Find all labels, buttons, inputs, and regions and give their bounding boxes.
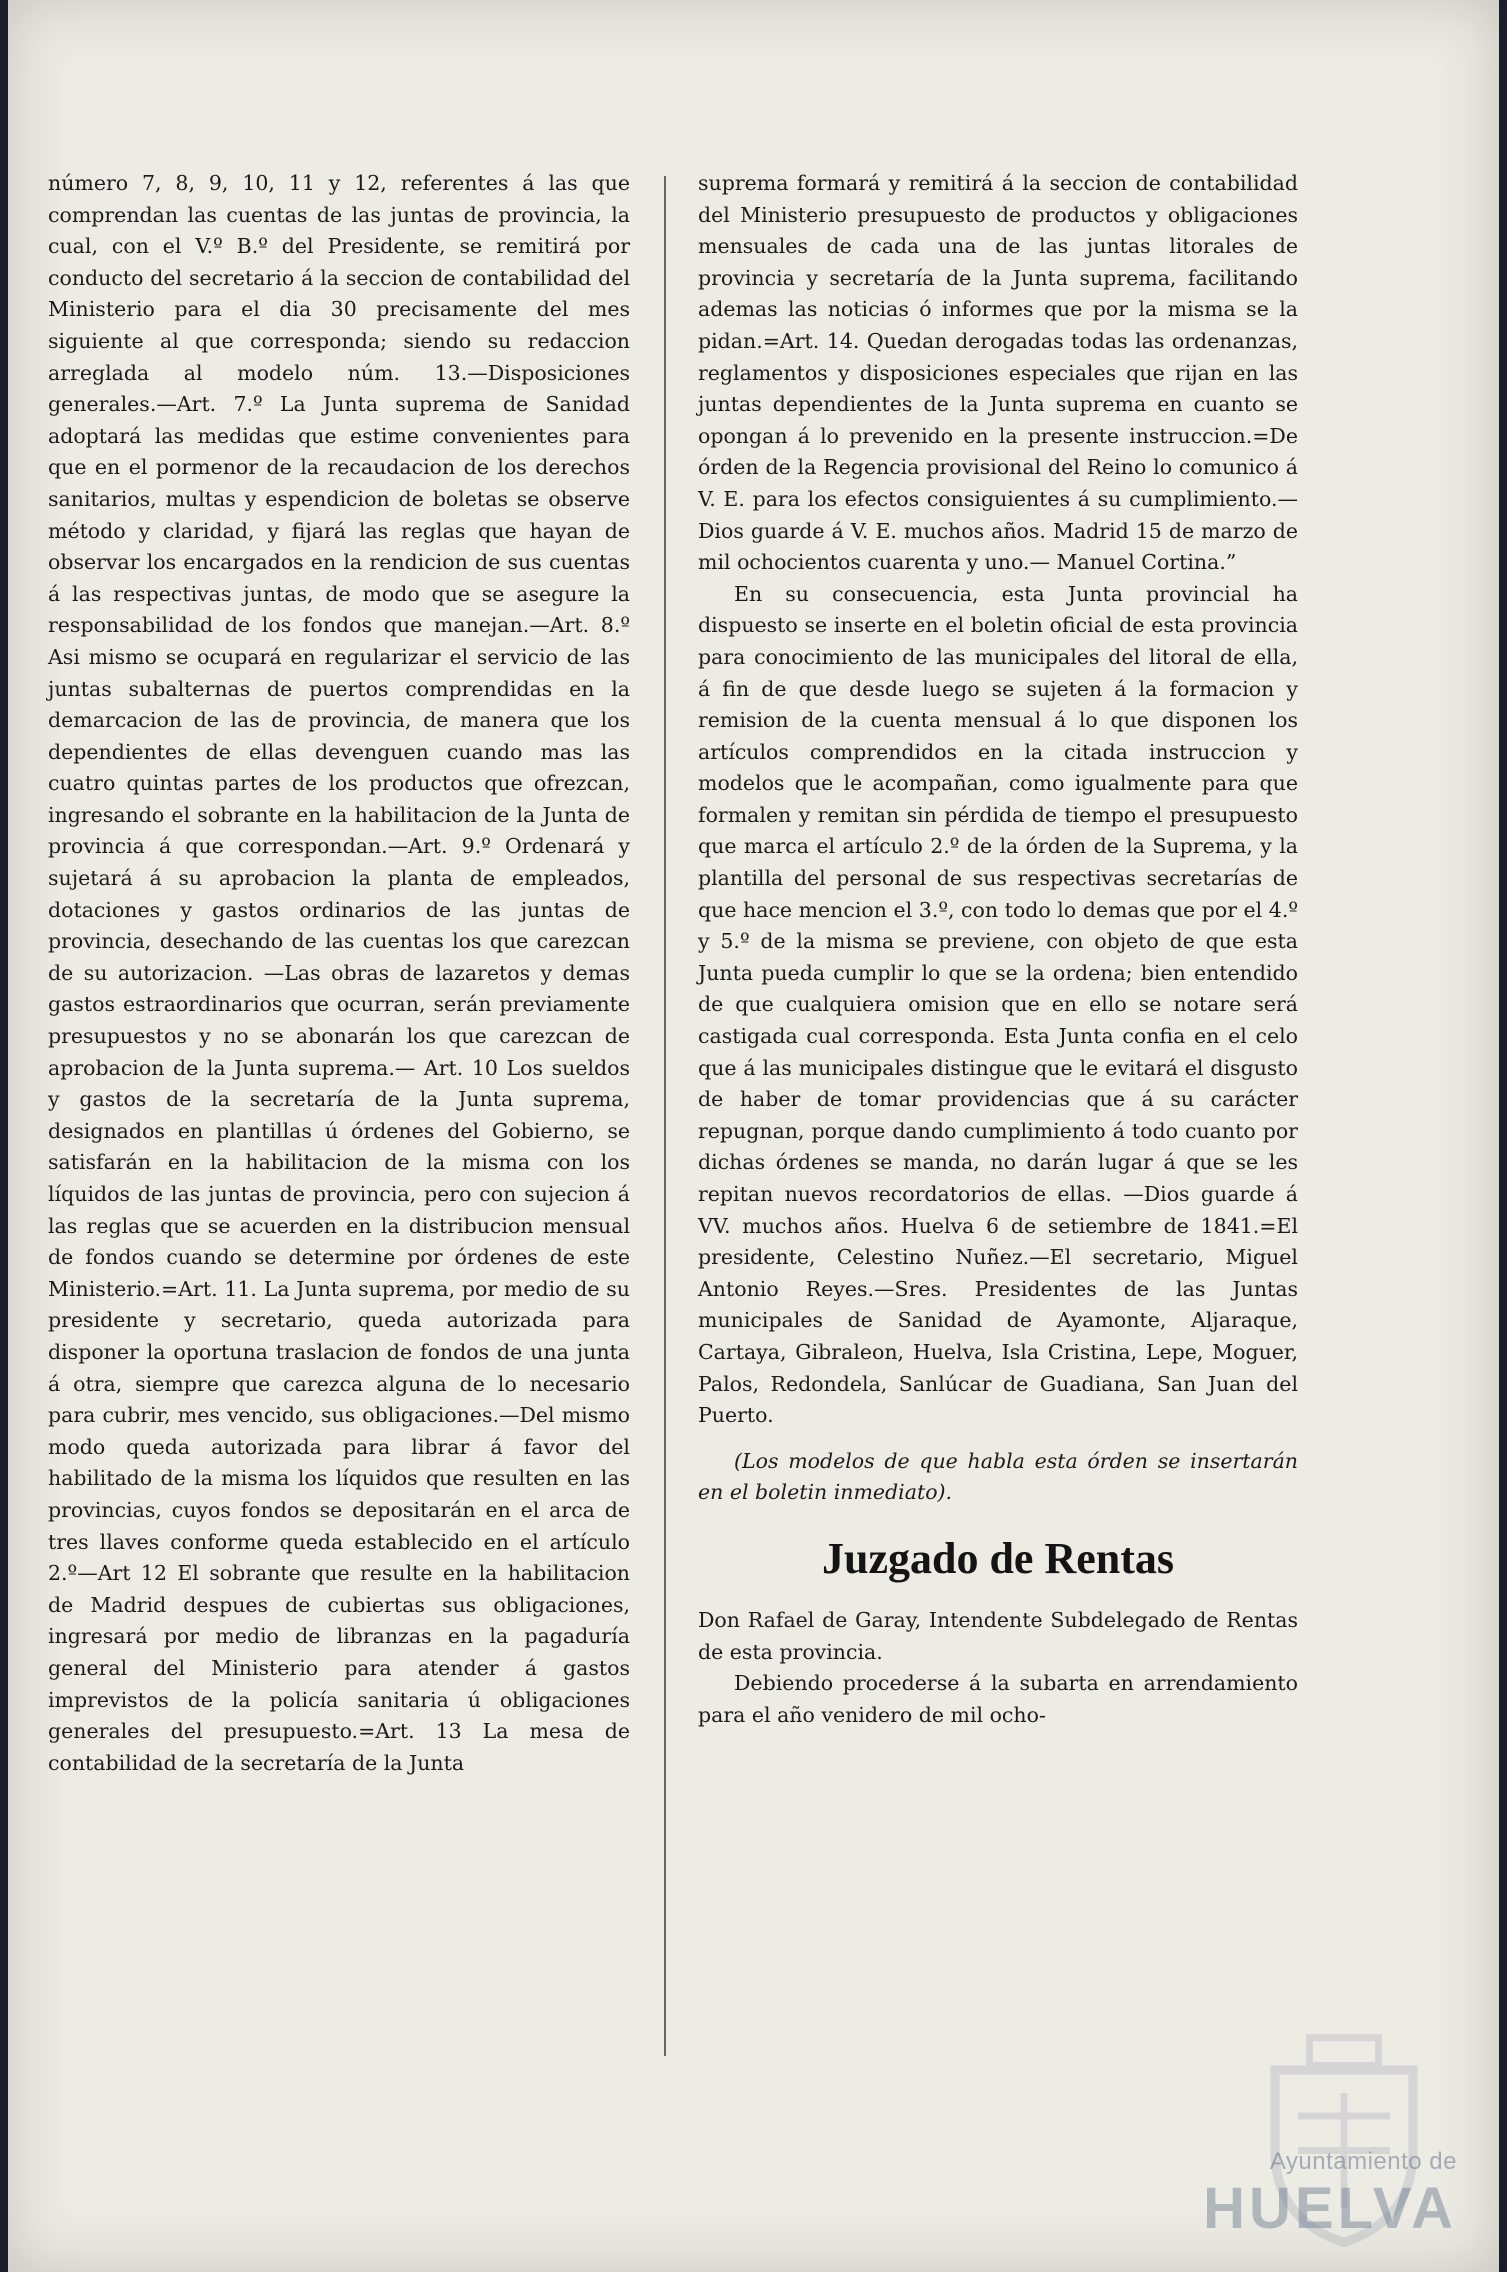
column-divider	[664, 176, 666, 2056]
intendente-line: Don Rafael de Garay, Intendente Subdelegado de Rentas de esta provincia.	[698, 1607, 1298, 1664]
subasta-paragraph: Debiendo procederse á la subarta en arrendamiento para el año venidero de mil ocho-	[698, 1671, 1298, 1727]
right-column	[698, 168, 1298, 1731]
models-note: (Los modelos de que habla esta órden se insertarán en el boletin inmediato).	[698, 1448, 1298, 1505]
right-paragraph-2: En su consecuencia, esta Junta provincial ha dispuesto se inserte en el boletin oficial de esta provincia para conocimiento de las municipales del litoral de ella, á fin de que desde luego se sujeten á la formacion y remision de la cuenta mensual á lo que disponen los artículos comprendidos en la citada instruccion y modelos que le acompañan, como igualmente para que formalen y remitan sin pérdida de tiempo el presupuesto que marca el artículo 2.º de la órden de la Suprema, y la plantilla del personal de sus respectivas secretarías de que hace mencion el 3.º, con todo lo demas que por el 4.º y 5.º de la misma se previene, con objeto de que esta Junta pueda cumplir lo que se la ordena; bien entendido de que cualquiera omision que en ello se notare será castigada cual corresponda. Esta Junta confia en el celo que á las municipales distingue que le evitará el disgusto de haber de tomar providencias que á su carácter repugnan, porque dando cumplimiento á todo cuanto por dichas órdenes se manda, no darán lugar á que se les repitan nuevos recordatorios de ellas. —Dios guarde á VV. muchos años. Huelva 6 de setiembre de 1841.=El presidente, Celestino Nuñez.—El secretario, Miguel Antonio Reyes.—Sres. Presidentes de las Juntas municipales de Sanidad de Ayamonte, Aljaraque, Cartaya, Gibraleon, Huelva, Isla Cristina, Lepe, Moguer, Palos, Redondela, Sanlúcar de Guadiana, San Juan del Puerto.	[698, 581, 1298, 1428]
left-column	[48, 168, 630, 1779]
left-column-text: número 7, 8, 9, 10, 11 y 12, referentes á las que comprendan las cuentas de las juntas de provincia, la cual, con el V.º B.º del Presidente, se remitirá por conducto del secretario á la seccion de contabilidad del Ministerio para el dia 30 precisamente del mes siguiente al que corresponda; siendo su redaccion arreglada al modelo núm. 13.—Disposiciones generales.—Art. 7.º La Junta suprema de Sanidad adoptará las medidas que estime convenientes para que en el pormenor de la recaudacion de los derechos sanitarios, multas y espendicion de boletas se observe método y claridad, y fijará las reglas que hayan de observar los encargados en la rendicion de sus cuentas á las respectivas juntas, de modo que se asegure la responsabilidad de los fondos que manejan.—Art. 8.º Asi mismo se ocupará en regularizar el servicio de las juntas subalternas de puertos comprendidas en la demarcacion de las de provincia, de manera que los dependientes de ellas devenguen cuando mas las cuatro quintas partes de los productos que ofrezcan, ingresando el sobrante en la habilitacion de la Junta de provincia á que correspondan.—Art. 9.º Ordenará y sujetará á su aprobacion la planta de empleados, dotaciones y gastos ordinarios de las juntas de provincia, desechando de las cuentas los que carezcan de su autorizacion. —Las obras de lazaretos y demas gastos estraordinarios que ocurran, serán previamente presupuestos y no se abonarán los que carezcan de aprobacion de la Junta suprema.— Art. 10 Los sueldos y gastos de la secretaría de la Junta suprema, designados en plantillas ú órdenes del Gobierno, se satisfarán en la habilitacion de la misma con los líquidos de las juntas de provincia, pero con sujecion á las reglas que se acuerden en la distribucion mensual de fondos cuando se determine por órdenes de este Ministerio.=Art. 11. La Junta suprema, por medio de su presidente y secretario, queda autorizada para disponer la oportuna traslacion de fondos de una junta á otra, siempre que carezca alguna de lo necesario para cubrir, mes vencido, sus obligaciones.—Del mismo modo queda autorizada para librar á favor del habilitado de la misma los líquidos que resulten en las provincias, cuyos fondos se depositarán en el arca de tres llaves conforme queda establecido en el artículo 2.º—Art 12 El sobrante que resulte en la habilitacion de Madrid despues de cubiertas sus obligaciones, ingresará por medio de libranzas en la pagaduría general del Ministerio para atender á gastos imprevistos de la policía sanitaria ú obligaciones generales del presupuesto.=Art. 13 La mesa de contabilidad de la secretaría de la Junta	[48, 171, 630, 1775]
section-heading-block	[698, 1531, 1298, 1587]
section-heading: Juzgado de Rentas	[821, 1533, 1175, 1583]
right-paragraph-1: suprema formará y remitirá á la seccion de contabilidad del Ministerio presupuesto de productos y obligaciones mensuales de cada una de las juntas litorales de provincia y secretaría de la Junta suprema, facilitando ademas las noticias ó informes que por la misma se la pidan.=Art. 14. Quedan derogadas todas las ordenanzas, reglamentos y disposiciones especiales que rijan en las juntas dependientes de la Junta suprema en cuanto se opongan á lo prevenido en la presente instruccion.=De órden de la Regencia provisional del Reino lo comunico á V. E. para los efectos consiguientes á su cumplimiento.—Dios guarde á V. E. muchos años. Madrid 15 de marzo de mil ochocientos cuarenta y uno.— Manuel Cortina.”	[698, 171, 1298, 575]
watermark-line-1: Ayuntamiento de	[1269, 2148, 1457, 2175]
newspaper-page	[8, 0, 1499, 2272]
watermark-line-2: HUELVA	[1203, 2176, 1457, 2241]
